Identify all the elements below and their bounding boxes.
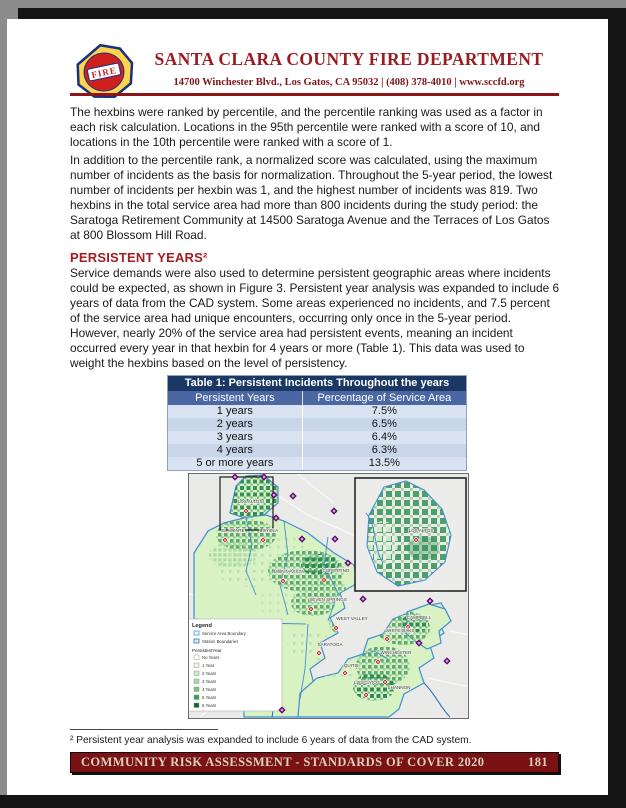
table-persistent-incidents xyxy=(167,375,467,471)
table-row: 5 or more years 13.5% xyxy=(168,457,466,470)
svg-text:1 Year: 1 Year xyxy=(202,663,215,668)
paragraph-normalized-score: In addition to the percentile rank, a normalized score was calculated, using the maximum number of incidents as the basis for normalization. Throughout the 5-year period, the lowest number of incidents per hexbin was 1, and the highest number of incidents was 819. Two hexbins in the total service area had more than 800 incidents during the study period: the Saratoga Retirement Community at 14500 Saratoga Avenue and the Terraces of Los Gatos at 800 Blossom Hill Road. xyxy=(70,153,553,242)
svg-text:LOS GATOS: LOS GATOS xyxy=(353,680,381,685)
table-row: 4 years 6.3% xyxy=(168,444,466,457)
table-header-row xyxy=(168,391,466,405)
svg-text:SEVEN SPRINGS: SEVEN SPRINGS xyxy=(309,597,347,602)
svg-text:WINCHESTER: WINCHESTER xyxy=(380,650,412,655)
inset-station-label: LOS ALTOS xyxy=(408,528,434,533)
paragraph-persistent-years: Service demands were also used to determine persistent geographic areas where incidents could be expected, as shown in Figure 3. Persistent year analysis was expanded to include 6 years of data from the CAD system. Some areas experienced no incidents, and 7.5 percent of the service area had unique encounters, occurring only once in the 5-year period. However, nearly 20% of the service area had persistent events, meaning an incident occurred every year in that hexbin for 4 years or more (Table 1). This data was used to weight the hexbins based on the level of persistency. xyxy=(70,266,560,370)
table-row: 2 years 6.5% xyxy=(168,418,466,431)
svg-text:WEST VALLEY: WEST VALLEY xyxy=(336,616,368,621)
svg-text:6 Years: 6 Years xyxy=(202,703,217,708)
legend-service-area: Service Area Boundary xyxy=(202,631,246,636)
inset-map-los-altos xyxy=(355,478,466,591)
svg-text:QUITO: QUITO xyxy=(343,663,359,668)
page-shadow-top xyxy=(18,8,626,19)
table-col-persistent-years: Persistent Years xyxy=(168,391,303,405)
legend-title: Legend xyxy=(192,623,212,629)
svg-text:SHANNON: SHANNON xyxy=(387,685,411,690)
legend-persistent-year: PersistentYear xyxy=(192,648,222,653)
footnote-text: ² Persistent year analysis was expanded to include 6 years of data from the CAD system. xyxy=(70,735,472,746)
svg-text:No Years: No Years xyxy=(202,655,220,660)
org-address-line: 14700 Winchester Blvd., Los Gatos, CA 95032 | (408) 378-4010 | www.sccfd.org xyxy=(173,77,525,88)
table-row: 3 years 6.4% xyxy=(168,431,466,444)
table-col-percentage: Percentage of Service Area xyxy=(317,392,452,404)
svg-text:2 Years: 2 Years xyxy=(202,671,217,676)
svg-text:WHITE OAKS: WHITE OAKS xyxy=(385,628,415,633)
figure-3-persistent-year-map xyxy=(188,473,469,719)
page-shadow-right xyxy=(608,8,626,808)
svg-text:CUPERTINO: CUPERTINO xyxy=(322,568,350,573)
footer-title: COMMUNITY RISK ASSESSMENT - STANDARDS OF COVER 2020 xyxy=(81,755,485,769)
svg-text:3 Years: 3 Years xyxy=(202,679,217,684)
logo-fire-text: FIRE xyxy=(90,64,118,81)
map-canvas xyxy=(188,473,469,719)
svg-text:CAMPBELL: CAMPBELL xyxy=(406,615,432,620)
footnote-rule xyxy=(70,729,218,730)
org-name: SANTA CLARA COUNTY FIRE DEPARTMENT xyxy=(154,49,544,69)
document-page xyxy=(7,19,608,795)
svg-text:LOYOLA: LOYOLA xyxy=(259,528,279,533)
svg-text:4 Years: 4 Years xyxy=(202,687,217,692)
svg-text:MONTA VISTA: MONTA VISTA xyxy=(273,569,305,574)
page-footer xyxy=(70,752,559,773)
svg-text:5 Years: 5 Years xyxy=(202,695,217,700)
table-row: 1 years 7.5% xyxy=(168,405,466,418)
svg-text:EL MONTE: EL MONTE xyxy=(221,528,245,533)
svg-text:LOS ALTOS: LOS ALTOS xyxy=(237,499,263,504)
page-number: 181 xyxy=(528,755,548,769)
table-title: Table 1: Persistent Incidents Throughout the years xyxy=(168,376,466,391)
paragraph-percentile-ranking: The hexbins were ranked by percentile, and the percentile ranking was used as a factor in each risk calculation. Locations in the 95th percentile were ranked with a score of 10, and locations in the 10th percentile were ranked with a score of 1. xyxy=(70,105,543,149)
header-rule xyxy=(70,93,559,96)
legend-station-boundaries: Station Boundaries xyxy=(202,639,239,644)
svg-text:SARATOGA: SARATOGA xyxy=(317,642,343,647)
section-heading-persistent-years: PERSISTENT YEARS² xyxy=(70,250,208,265)
map-legend xyxy=(188,619,282,711)
page-shadow-bottom xyxy=(0,795,626,808)
